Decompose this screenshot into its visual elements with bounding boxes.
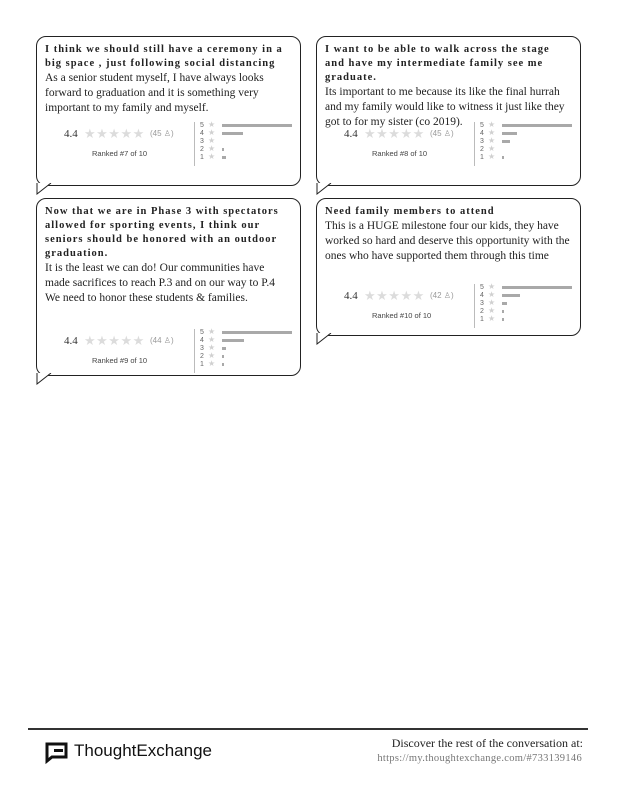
distribution-row bbox=[480, 146, 585, 154]
distribution-row bbox=[200, 122, 305, 130]
star-icon: ★ bbox=[488, 298, 496, 307]
distribution-row bbox=[480, 292, 585, 300]
star-icon: ★ bbox=[208, 152, 216, 161]
rating-distribution bbox=[474, 284, 585, 328]
distribution-bar bbox=[502, 318, 504, 321]
star-level-label: 1 bbox=[200, 154, 204, 161]
star-level-label: 5 bbox=[480, 284, 484, 291]
star-level-label: 5 bbox=[200, 329, 204, 336]
star-icon: ★ bbox=[208, 144, 216, 153]
distribution-bar bbox=[502, 286, 572, 289]
vote-count: (44 ♙) bbox=[150, 336, 174, 345]
thought-title: Now that we are in Phase 3 with spectators allowed for sporting events, I think our seniors should be honored with an outdoor graduation. bbox=[45, 206, 279, 259]
vote-count: (42 ♙) bbox=[430, 291, 454, 300]
star-icon: ★ bbox=[208, 343, 216, 352]
star-level-label: 4 bbox=[480, 130, 484, 137]
distribution-bar bbox=[502, 302, 507, 305]
rank-label: Ranked #8 of 10 bbox=[372, 149, 428, 158]
discover-text: Discover the rest of the conversation at: bbox=[391, 736, 583, 750]
rank-label: Ranked #10 of 10 bbox=[372, 311, 432, 320]
rating-row bbox=[37, 329, 300, 373]
star-level-label: 1 bbox=[480, 316, 484, 323]
distribution-row bbox=[480, 284, 585, 292]
star-icon: ★ bbox=[488, 306, 496, 315]
footer-divider bbox=[28, 728, 588, 730]
star-icon: ★ bbox=[208, 335, 216, 344]
thought-title: I think we should still have a ceremony in a big space , just following social distancing bbox=[45, 44, 283, 69]
star-level-label: 3 bbox=[480, 300, 484, 307]
vote-count: (45 ♙) bbox=[150, 129, 174, 138]
star-icon: ★ bbox=[488, 144, 496, 153]
star-level-label: 1 bbox=[480, 154, 484, 161]
distribution-row bbox=[200, 329, 305, 337]
thought-body: This is a HUGE milestone four our kids, they have worked so hard and deserve this opportunity with the ones who have supported them through this time bbox=[325, 220, 570, 262]
distribution-bar bbox=[222, 355, 224, 358]
star-level-label: 4 bbox=[200, 130, 204, 137]
distribution-bar bbox=[222, 156, 226, 159]
rating-row bbox=[317, 122, 580, 166]
thought-body: As a senior student myself, I have always looks forward to graduation and it is something very important to my family and myself. bbox=[45, 72, 264, 114]
thought-body: Its important to me because its like the final hurrah and my family would like to witness it just like they got to for my sister (co 2019). bbox=[325, 86, 565, 128]
distribution-row bbox=[480, 300, 585, 308]
rating-distribution bbox=[474, 122, 585, 166]
star-level-label: 3 bbox=[480, 138, 484, 145]
thought-title: I want to be able to walk across the stage and have my intermediate family see me graduate. bbox=[325, 44, 550, 83]
star-level-label: 5 bbox=[480, 122, 484, 129]
distribution-row bbox=[200, 154, 305, 162]
rating-row bbox=[37, 122, 300, 166]
distribution-row bbox=[200, 345, 305, 353]
distribution-bar bbox=[502, 310, 504, 313]
distribution-row bbox=[200, 361, 305, 369]
distribution-bar bbox=[222, 363, 224, 366]
distribution-row bbox=[200, 146, 305, 154]
star-icon: ★ bbox=[208, 359, 216, 368]
distribution-row bbox=[480, 154, 585, 162]
distribution-bar bbox=[222, 331, 292, 334]
distribution-bar bbox=[502, 294, 520, 297]
speech-tail-icon bbox=[316, 333, 332, 345]
star-level-label: 2 bbox=[200, 353, 204, 360]
distribution-row bbox=[480, 130, 585, 138]
average-score: 4.4 bbox=[344, 128, 358, 140]
distribution-row bbox=[480, 308, 585, 316]
star-rating-icon: ★★★★★ bbox=[364, 127, 425, 142]
thought-card bbox=[36, 198, 301, 376]
rating-distribution bbox=[194, 122, 305, 166]
vote-count: (45 ♙) bbox=[430, 129, 454, 138]
distribution-bar bbox=[222, 148, 224, 151]
average-score: 4.4 bbox=[64, 335, 78, 347]
star-level-label: 3 bbox=[200, 345, 204, 352]
star-icon: ★ bbox=[488, 120, 496, 129]
distribution-bar bbox=[222, 347, 226, 350]
distribution-row bbox=[200, 138, 305, 146]
star-icon: ★ bbox=[488, 136, 496, 145]
star-level-label: 5 bbox=[200, 122, 204, 129]
star-icon: ★ bbox=[208, 327, 216, 336]
rating-row bbox=[317, 284, 580, 328]
thought-body: It is the least we can do! Our communities have made sacrifices to reach P.3 and on our way to P.4 We need to honor these students & families. bbox=[45, 262, 275, 304]
speech-tail-icon bbox=[316, 183, 332, 195]
distribution-bar bbox=[502, 132, 517, 135]
star-icon: ★ bbox=[488, 314, 496, 323]
star-icon: ★ bbox=[208, 351, 216, 360]
star-icon: ★ bbox=[488, 290, 496, 299]
star-level-label: 2 bbox=[480, 146, 484, 153]
distribution-bar bbox=[502, 124, 572, 127]
star-level-label: 4 bbox=[480, 292, 484, 299]
star-icon: ★ bbox=[488, 128, 496, 137]
average-score: 4.4 bbox=[64, 128, 78, 140]
star-icon: ★ bbox=[488, 282, 496, 291]
distribution-row bbox=[200, 353, 305, 361]
thought-card bbox=[316, 36, 581, 186]
rating-distribution bbox=[194, 329, 305, 373]
rank-label: Ranked #7 of 10 bbox=[92, 149, 148, 158]
speech-tail-icon bbox=[36, 183, 52, 195]
distribution-row bbox=[200, 130, 305, 138]
star-icon: ★ bbox=[488, 152, 496, 161]
conversation-link[interactable]: https://my.thoughtexchange.com/#733139146 bbox=[377, 753, 582, 764]
star-rating-icon: ★★★★★ bbox=[84, 334, 145, 349]
distribution-row bbox=[480, 122, 585, 130]
rank-label: Ranked #9 of 10 bbox=[92, 356, 148, 365]
star-level-label: 1 bbox=[200, 361, 204, 368]
star-level-label: 2 bbox=[200, 146, 204, 153]
star-icon: ★ bbox=[208, 128, 216, 137]
star-level-label: 2 bbox=[480, 308, 484, 315]
thoughtexchange-logo bbox=[44, 739, 244, 767]
star-rating-icon: ★★★★★ bbox=[364, 289, 425, 304]
speech-tail-icon bbox=[36, 373, 52, 385]
star-icon: ★ bbox=[208, 136, 216, 145]
thought-card bbox=[36, 36, 301, 186]
star-rating-icon: ★★★★★ bbox=[84, 127, 145, 142]
chat-bubble-icon bbox=[44, 739, 70, 765]
brand-name: ThoughtExchange bbox=[74, 741, 212, 760]
star-level-label: 3 bbox=[200, 138, 204, 145]
distribution-bar bbox=[222, 339, 244, 342]
distribution-bar bbox=[502, 156, 504, 159]
distribution-row bbox=[480, 138, 585, 146]
star-icon: ★ bbox=[208, 120, 216, 129]
distribution-bar bbox=[222, 124, 292, 127]
star-level-label: 4 bbox=[200, 337, 204, 344]
distribution-bar bbox=[502, 140, 510, 143]
distribution-row bbox=[480, 316, 585, 324]
thought-title: Need family members to attend bbox=[325, 206, 495, 217]
distribution-bar bbox=[222, 132, 243, 135]
thought-card bbox=[316, 198, 581, 336]
distribution-row bbox=[200, 337, 305, 345]
average-score: 4.4 bbox=[344, 290, 358, 302]
